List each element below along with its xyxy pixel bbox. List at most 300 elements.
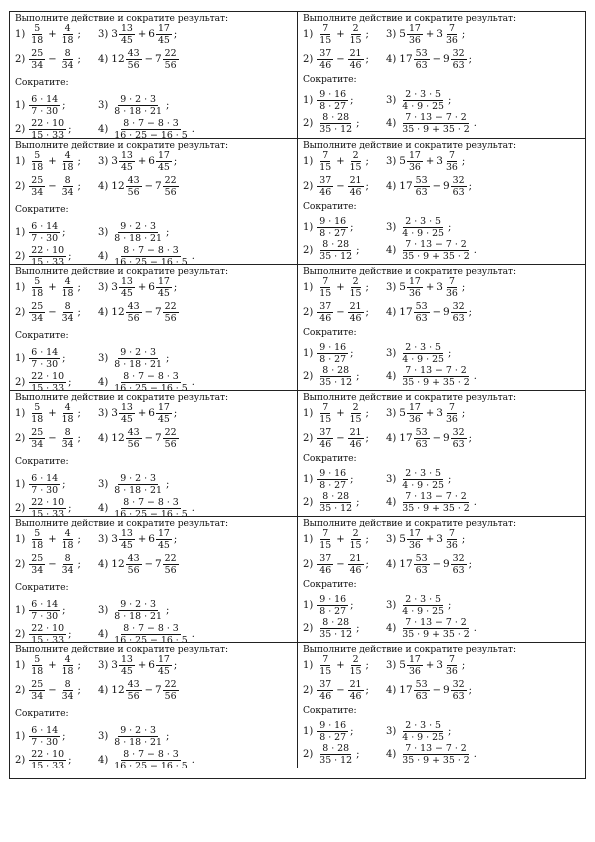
- task-card-right-3: [297, 264, 585, 390]
- task-number: 3): [386, 533, 397, 545]
- task-card-subtitle: Сократите:: [15, 582, 69, 593]
- fraction-numerator: 7: [322, 527, 329, 539]
- fraction-expression: [29, 623, 66, 643]
- simplify-task: [386, 237, 477, 263]
- fraction-denominator: 4 · 9 · 25: [402, 227, 445, 239]
- operation-task: [303, 46, 369, 72]
- fraction-numerator: 22: [164, 426, 177, 438]
- operation-task: [98, 46, 180, 72]
- fraction-denominator: 35 · 9 + 35 · 2: [402, 754, 470, 766]
- operation-task: [15, 274, 81, 300]
- task-number: 3): [98, 28, 109, 40]
- fraction-numerator: 4: [64, 401, 71, 413]
- second-fraction: [444, 528, 460, 551]
- punctuation: ;: [461, 155, 466, 167]
- fraction-numerator: 7 · 13 − 7 · 2: [405, 616, 467, 628]
- fraction-numerator: 43: [127, 174, 140, 186]
- punctuation: ;: [173, 533, 178, 545]
- fraction-denominator: 34: [61, 312, 74, 324]
- task-number: 1): [15, 352, 26, 364]
- operation-task: [98, 677, 180, 703]
- operation-task: [303, 652, 369, 678]
- fraction-denominator: 56: [127, 312, 140, 324]
- fraction-numerator: 22 · 10: [31, 496, 65, 508]
- fraction-denominator: 16 · 25 − 16 · 5: [114, 256, 188, 264]
- fraction-expression: [400, 342, 446, 365]
- fraction-denominator: 35 · 9 + 35 · 2: [402, 123, 470, 135]
- task-number: 1): [303, 347, 314, 359]
- fraction-numerator: 22: [164, 174, 177, 186]
- fraction-numerator: 7: [322, 22, 329, 34]
- fraction-denominator: 35 · 12: [319, 123, 353, 135]
- first-fraction: [126, 175, 142, 198]
- punctuation: .: [473, 370, 477, 382]
- task-card-title: Выполните действие и сократите результат:: [15, 140, 229, 151]
- fraction-numerator: 22 · 10: [31, 622, 65, 634]
- second-fraction: [348, 23, 364, 46]
- fraction-numerator: 9 · 16: [319, 593, 347, 605]
- simplify-task: [98, 495, 195, 516]
- fraction-numerator: 4: [64, 653, 71, 665]
- fraction-denominator: 36: [445, 539, 458, 551]
- fraction-denominator: 15 · 33: [31, 634, 65, 642]
- second-fraction: [60, 175, 76, 198]
- fraction-denominator: 16 · 25 − 16 · 5: [114, 634, 188, 642]
- fraction-numerator: 9 · 16: [319, 341, 347, 353]
- punctuation: ;: [173, 281, 178, 293]
- fraction-numerator: 5: [34, 527, 41, 539]
- fraction-denominator: 45: [157, 161, 170, 173]
- simplify-task: [386, 489, 477, 515]
- operator-sign: +: [336, 407, 345, 419]
- punctuation: ;: [448, 473, 452, 485]
- punctuation: .: [191, 628, 195, 640]
- punctuation: ;: [165, 226, 170, 238]
- fraction-denominator: 36: [408, 665, 421, 677]
- simplify-task: [98, 747, 195, 768]
- fraction-numerator: 22 · 10: [31, 748, 65, 760]
- whole-part: 12: [111, 53, 125, 65]
- second-fraction: [444, 402, 460, 425]
- fraction-numerator: 32: [452, 678, 465, 690]
- operator-sign: −: [336, 684, 345, 696]
- fraction-denominator: 15: [349, 413, 362, 425]
- task-card-left-1: [10, 12, 297, 138]
- punctuation: ;: [77, 180, 81, 192]
- second-fraction: [156, 23, 172, 46]
- fraction-denominator: 15 · 33: [31, 129, 65, 138]
- task-number: 4): [386, 622, 397, 634]
- task-number: 3): [386, 725, 397, 737]
- task-number: 2): [303, 306, 314, 318]
- operation-task: [386, 21, 465, 47]
- fraction-numerator: 6 · 14: [31, 472, 59, 484]
- whole-part: 6: [148, 281, 155, 293]
- operation-task: [386, 274, 465, 300]
- task-number: 2): [15, 502, 26, 514]
- fraction-numerator: 8 · 28: [322, 364, 350, 376]
- task-number: 1): [15, 478, 26, 490]
- first-fraction: [126, 427, 142, 450]
- second-fraction: [60, 553, 76, 576]
- punctuation: ;: [468, 180, 472, 192]
- task-card-title: Выполните действие и сократите результат:: [15, 266, 229, 277]
- operation-task: [98, 425, 180, 451]
- operation-task: [15, 551, 81, 577]
- fraction-denominator: 8 · 18 · 21: [114, 232, 162, 244]
- punctuation: ;: [356, 370, 360, 382]
- simplify-task: [303, 110, 359, 136]
- simplify-task: [386, 615, 477, 641]
- operator-sign: −: [48, 306, 57, 318]
- punctuation: ;: [350, 221, 354, 233]
- fraction-denominator: 15: [319, 34, 332, 46]
- fraction-denominator: 34: [31, 59, 44, 71]
- whole-part: 9: [442, 684, 450, 696]
- punctuation: ;: [448, 347, 452, 359]
- second-fraction: [444, 23, 460, 46]
- task-number: 2): [303, 53, 314, 65]
- fraction-expression: [112, 623, 189, 643]
- task-card-title: Выполните действие и сократите результат:: [15, 392, 229, 403]
- operation-task: [386, 173, 472, 199]
- simplify-task: [98, 597, 169, 623]
- punctuation: ;: [77, 659, 81, 671]
- task-card-subtitle: Сократите:: [303, 201, 357, 212]
- task-number: 4): [98, 376, 109, 388]
- task-card-title: Выполните действие и сократите результат:: [15, 13, 229, 24]
- punctuation: ;: [461, 659, 466, 671]
- task-number: 2): [303, 622, 314, 634]
- second-fraction: [348, 276, 364, 299]
- fraction-denominator: 7 · 30: [31, 232, 59, 244]
- task-number: 2): [303, 558, 314, 570]
- task-number: 3): [386, 94, 397, 106]
- task-card-subtitle: Сократите:: [15, 330, 69, 341]
- fraction-expression: [29, 245, 66, 265]
- simplify-task: [15, 621, 71, 642]
- first-fraction: [119, 654, 135, 677]
- task-number: 4): [386, 748, 397, 760]
- fraction-expression: [317, 239, 354, 262]
- fraction-denominator: 15 · 33: [31, 508, 65, 516]
- fraction-numerator: 7: [448, 653, 455, 665]
- task-card-left-6: [10, 642, 297, 768]
- fraction-expression: [29, 749, 66, 769]
- fraction-numerator: 22 · 10: [31, 117, 65, 129]
- second-fraction: [156, 276, 172, 299]
- fraction-numerator: 9 · 16: [319, 719, 347, 731]
- punctuation: .: [191, 376, 195, 388]
- fraction-numerator: 8: [64, 426, 71, 438]
- fraction-numerator: 7: [322, 275, 329, 287]
- fraction-denominator: 34: [61, 59, 74, 71]
- fraction-denominator: 34: [61, 564, 74, 576]
- task-number: 1): [303, 281, 314, 293]
- fraction-numerator: 17: [408, 401, 421, 413]
- fraction-numerator: 43: [127, 300, 140, 312]
- whole-part: 9: [442, 306, 450, 318]
- task-number: 3): [98, 659, 109, 671]
- second-fraction: [60, 23, 76, 46]
- fraction-denominator: 18: [31, 34, 44, 46]
- fraction-numerator: 17: [157, 149, 170, 161]
- operator-sign: −: [48, 432, 57, 444]
- task-card-subtitle: Сократите:: [303, 453, 357, 464]
- whole-part: 3: [436, 659, 443, 671]
- whole-part: 3: [111, 281, 118, 293]
- fraction-denominator: 63: [452, 438, 465, 450]
- fraction-numerator: 13: [120, 401, 133, 413]
- first-fraction: [407, 23, 423, 46]
- task-number: 1): [303, 659, 314, 671]
- operator-sign: +: [137, 659, 147, 671]
- task-number: 4): [98, 250, 109, 262]
- second-fraction: [348, 301, 364, 324]
- fraction-denominator: 46: [319, 564, 332, 576]
- fraction-denominator: 7 · 30: [31, 736, 59, 748]
- fraction-denominator: 7 · 30: [31, 484, 59, 496]
- fraction-expression: [112, 725, 164, 748]
- fraction-denominator: 4 · 9 · 25: [402, 731, 445, 743]
- whole-part: 17: [399, 53, 413, 65]
- fraction-numerator: 8 · 7 − 8 · 3: [123, 622, 179, 634]
- task-number: 2): [303, 432, 314, 444]
- fraction-expression: [317, 89, 348, 112]
- punctuation: ;: [365, 155, 369, 167]
- first-fraction: [414, 553, 430, 576]
- operation-task: [98, 526, 177, 552]
- fraction-denominator: 35 · 12: [319, 628, 353, 640]
- fraction-expression: [317, 216, 348, 239]
- fraction-denominator: 4 · 9 · 25: [402, 605, 445, 617]
- operation-task: [303, 299, 369, 325]
- fraction-expression: [29, 94, 60, 117]
- task-number: 1): [303, 28, 314, 40]
- punctuation: ;: [365, 558, 369, 570]
- task-card-title: Выполните действие и сократите результат:: [303, 392, 517, 403]
- simplify-task: [15, 723, 65, 749]
- fraction-denominator: 45: [120, 34, 133, 46]
- fraction-numerator: 37: [319, 678, 332, 690]
- fraction-numerator: 6 · 14: [31, 346, 59, 358]
- fraction-denominator: 45: [120, 539, 133, 551]
- fraction-denominator: 63: [415, 438, 428, 450]
- task-number: 4): [386, 53, 397, 65]
- punctuation: ;: [356, 117, 360, 129]
- punctuation: ;: [468, 684, 472, 696]
- first-fraction: [317, 276, 333, 299]
- fraction-expression: [112, 221, 164, 244]
- whole-part: 7: [154, 432, 162, 444]
- fraction-denominator: 4 · 9 · 25: [402, 479, 445, 491]
- punctuation: ;: [365, 432, 369, 444]
- first-fraction: [407, 276, 423, 299]
- punctuation: ;: [448, 94, 452, 106]
- fraction-numerator: 8 · 7 − 8 · 3: [123, 117, 179, 129]
- fraction-denominator: 7 · 30: [31, 610, 59, 622]
- fraction-denominator: 36: [445, 287, 458, 299]
- task-number: 1): [15, 226, 26, 238]
- fraction-denominator: 18: [61, 539, 74, 551]
- whole-part: 5: [399, 659, 406, 671]
- task-number: 2): [15, 180, 26, 192]
- task-number: 3): [98, 155, 109, 167]
- task-number: 1): [303, 725, 314, 737]
- first-fraction: [126, 48, 142, 71]
- fraction-expression: [400, 594, 446, 617]
- task-card-right-1: [297, 12, 585, 138]
- task-number: 1): [303, 155, 314, 167]
- punctuation: ;: [77, 558, 81, 570]
- fraction-denominator: 15 · 33: [31, 382, 65, 390]
- fraction-numerator: 53: [415, 678, 428, 690]
- fraction-denominator: 35 · 12: [319, 376, 353, 388]
- fraction-numerator: 13: [120, 149, 133, 161]
- fraction-denominator: 63: [415, 564, 428, 576]
- simplify-task: [15, 243, 71, 264]
- punctuation: ;: [77, 53, 81, 65]
- punctuation: ;: [356, 244, 360, 256]
- second-fraction: [348, 48, 364, 71]
- task-number: 4): [386, 432, 397, 444]
- whole-part: 6: [148, 407, 155, 419]
- whole-part: 12: [111, 684, 125, 696]
- whole-part: 5: [399, 407, 406, 419]
- operator-sign: −: [336, 180, 345, 192]
- task-number: 3): [98, 730, 109, 742]
- fraction-numerator: 8 · 28: [322, 616, 350, 628]
- task-number: 2): [303, 748, 314, 760]
- fraction-expression: [317, 468, 348, 491]
- task-card-title: Выполните действие и сократите результат:: [303, 13, 517, 24]
- punctuation: ;: [68, 502, 72, 514]
- task-number: 4): [98, 754, 109, 766]
- operation-task: [303, 677, 369, 703]
- fraction-numerator: 25: [31, 174, 44, 186]
- fraction-denominator: 56: [127, 186, 140, 198]
- first-fraction: [29, 276, 45, 299]
- whole-part: 7: [154, 53, 162, 65]
- whole-part: 7: [154, 180, 162, 192]
- simplify-task: [98, 621, 195, 642]
- task-number: 2): [303, 684, 314, 696]
- operation-task: [15, 148, 81, 174]
- simplify-task: [98, 243, 195, 264]
- task-card-left-5: [10, 516, 297, 642]
- fraction-numerator: 17: [408, 527, 421, 539]
- fraction-denominator: 15: [349, 665, 362, 677]
- fraction-numerator: 17: [157, 527, 170, 539]
- fraction-numerator: 2 · 3 · 5: [405, 341, 442, 353]
- fraction-expression: [317, 342, 348, 365]
- fraction-denominator: 63: [415, 690, 428, 702]
- second-fraction: [60, 528, 76, 551]
- task-number: 3): [98, 407, 109, 419]
- operator-sign: −: [144, 306, 153, 318]
- task-number: 1): [303, 473, 314, 485]
- task-number: 2): [15, 250, 26, 262]
- fraction-denominator: 56: [164, 312, 177, 324]
- fraction-denominator: 18: [31, 539, 44, 551]
- fraction-expression: [400, 216, 446, 239]
- task-number: 3): [98, 226, 109, 238]
- simplify-task: [303, 237, 359, 263]
- first-fraction: [317, 301, 333, 324]
- punctuation: ;: [350, 94, 354, 106]
- fraction-denominator: 45: [120, 413, 133, 425]
- fraction-numerator: 53: [415, 47, 428, 59]
- fraction-expression: [317, 720, 348, 743]
- fraction-denominator: 45: [120, 161, 133, 173]
- fraction-denominator: 35 · 12: [319, 754, 353, 766]
- punctuation: ;: [461, 28, 466, 40]
- whole-part: 12: [111, 558, 125, 570]
- fraction-numerator: 5: [34, 653, 41, 665]
- fraction-numerator: 22: [164, 300, 177, 312]
- task-number: 4): [98, 53, 109, 65]
- fraction-denominator: 18: [61, 287, 74, 299]
- fraction-numerator: 25: [31, 300, 44, 312]
- operator-sign: −: [48, 684, 57, 696]
- operation-task: [98, 400, 177, 426]
- simplify-task: [98, 92, 169, 118]
- first-fraction: [414, 48, 430, 71]
- fraction-numerator: 2 · 3 · 5: [405, 467, 442, 479]
- punctuation: .: [473, 622, 477, 634]
- fraction-expression: [112, 245, 189, 265]
- operator-sign: +: [425, 533, 435, 545]
- fraction-expression: [400, 112, 471, 135]
- first-fraction: [317, 48, 333, 71]
- fraction-denominator: 7 · 30: [31, 358, 59, 370]
- operator-sign: +: [48, 407, 57, 419]
- fraction-denominator: 34: [31, 186, 44, 198]
- fraction-denominator: 36: [408, 287, 421, 299]
- fraction-numerator: 9 · 16: [319, 88, 347, 100]
- punctuation: .: [473, 496, 477, 508]
- fraction-numerator: 7: [322, 401, 329, 413]
- operation-task: [386, 677, 472, 703]
- fraction-numerator: 37: [319, 300, 332, 312]
- simplify-task: [98, 116, 195, 138]
- task-number: 2): [303, 117, 314, 129]
- operation-task: [386, 425, 472, 451]
- fraction-numerator: 9 · 16: [319, 467, 347, 479]
- task-card-subtitle: Сократите:: [303, 327, 357, 338]
- task-number: 4): [386, 244, 397, 256]
- fraction-denominator: 15: [349, 34, 362, 46]
- operator-sign: +: [336, 155, 345, 167]
- task-number: 1): [15, 281, 26, 293]
- punctuation: .: [473, 748, 477, 760]
- simplify-task: [98, 345, 169, 371]
- simplify-task: [15, 92, 65, 118]
- fraction-denominator: 16 · 25 − 16 · 5: [114, 508, 188, 516]
- first-fraction: [317, 23, 333, 46]
- fraction-denominator: 45: [157, 665, 170, 677]
- operator-sign: −: [432, 432, 441, 444]
- fraction-denominator: 56: [164, 59, 177, 71]
- fraction-denominator: 56: [127, 564, 140, 576]
- second-fraction: [163, 427, 179, 450]
- fraction-numerator: 7: [448, 401, 455, 413]
- fraction-expression: [317, 491, 354, 514]
- fraction-numerator: 43: [127, 47, 140, 59]
- simplify-task: [15, 219, 65, 245]
- fraction-denominator: 8 · 27: [319, 227, 347, 239]
- operator-sign: −: [432, 684, 441, 696]
